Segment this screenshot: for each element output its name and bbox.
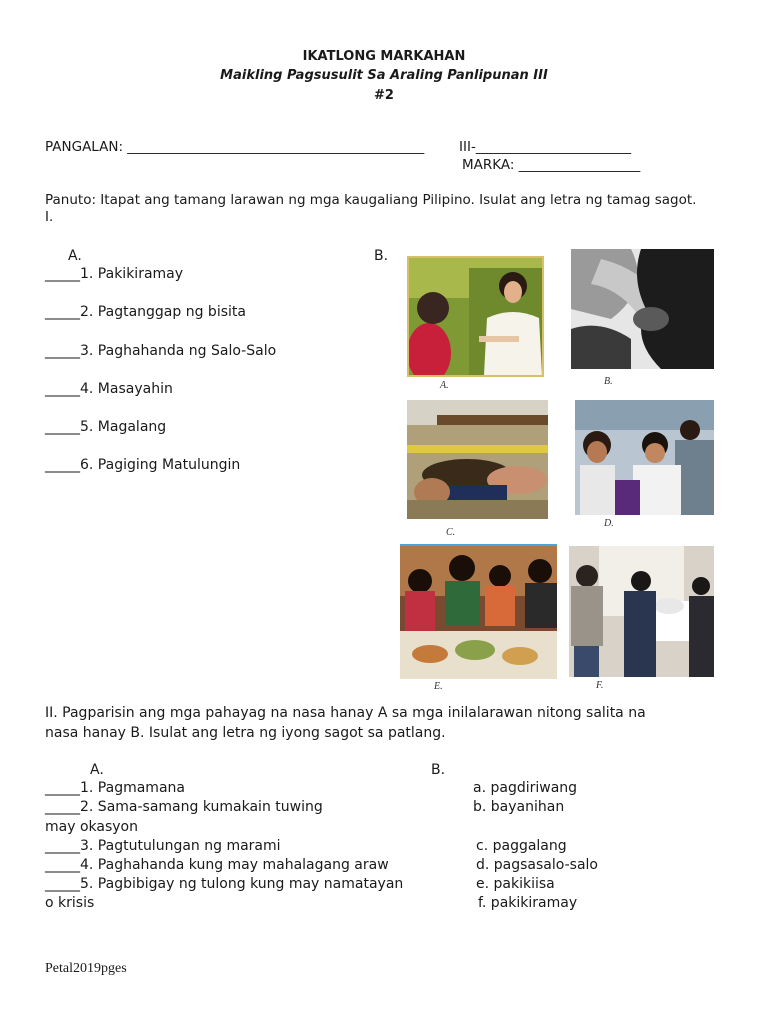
photo-caption: C. [446, 527, 456, 538]
exam-subtitle: Maikling Pagsusulit Sa Araling Panlipunan III [220, 68, 548, 83]
photo-caption: B. [604, 376, 613, 387]
name-field: PANGALAN: ____________________________________________ [45, 139, 425, 155]
photo-family-meal [400, 544, 557, 679]
part2-choice: a. pagdiriwang [473, 780, 578, 796]
part2-item: _____3. Pagtutulungan ng marami [45, 838, 281, 854]
instructions-text: Panuto: Itapat ang tamang larawan ng mga kaugaliang Pilipino. Isulat ang letra ng tamag sagot. [45, 192, 697, 208]
part1-item: _____6. Pagiging Matulungin [45, 457, 241, 473]
part2-item: _____5. Pagbibigay ng tulong kung may namatayan [45, 876, 404, 892]
part2-column-b-label: B. [431, 762, 446, 778]
photo-bayanihan [407, 400, 548, 519]
photo-caption: D. [604, 518, 614, 529]
part1-column-a-label: A. [68, 248, 82, 264]
part2-item: _____2. Sama-samang kumakain tuwing [45, 799, 323, 815]
part2-instructions-line1: II. Pagparisin ang mga pahayag na nasa hanay A sa mga inilalarawan nitong salita na [45, 705, 646, 721]
part2-instructions-line2: nasa hanay B. Isulat ang letra ng iyong sagot sa patlang. [45, 725, 446, 741]
part1-item: _____4. Masayahin [45, 381, 173, 397]
exam-title: IKATLONG MARKAHAN [302, 49, 466, 64]
part2-item: _____4. Paghahanda kung may mahalagang araw [45, 857, 389, 873]
exam-number: #2 [374, 88, 394, 103]
part1-item: _____2. Pagtanggap ng bisita [45, 304, 246, 320]
part2-choice: b. bayanihan [473, 799, 565, 815]
part2-item-continuation: may okasyon [45, 819, 138, 835]
part2-item-continuation: o krisis [45, 895, 95, 911]
photo-caption: F. [596, 680, 604, 691]
part2-choice: d. pagsasalo-salo [476, 857, 598, 873]
photo-happy-children [575, 400, 714, 515]
photo-mano-po [571, 249, 714, 369]
part1-item: _____3. Paghahanda ng Salo-Salo [45, 343, 277, 359]
part1-item: _____5. Magalang [45, 419, 167, 435]
part2-column-a-label: A. [90, 762, 104, 778]
score-field: MARKA: __________________ [462, 157, 641, 173]
part2-choice: f. pakikiramay [478, 895, 578, 911]
photo-welcoming-guest [407, 256, 544, 377]
photo-caption: A. [440, 380, 449, 391]
footer-text: Petal2019pges [45, 961, 127, 976]
part2-choice: c. paggalang [476, 838, 567, 854]
part2-choice: e. pakikiisa [476, 876, 555, 892]
photo-funeral-wake [569, 546, 714, 677]
part1-item: _____1. Pakikiramay [45, 266, 184, 282]
part-one-label: I. [45, 209, 54, 225]
part1-column-b-label: B. [374, 248, 389, 264]
section-field: III-_______________________ [459, 139, 632, 155]
part2-item: _____1. Pagmamana [45, 780, 185, 796]
photo-caption: E. [434, 681, 443, 692]
